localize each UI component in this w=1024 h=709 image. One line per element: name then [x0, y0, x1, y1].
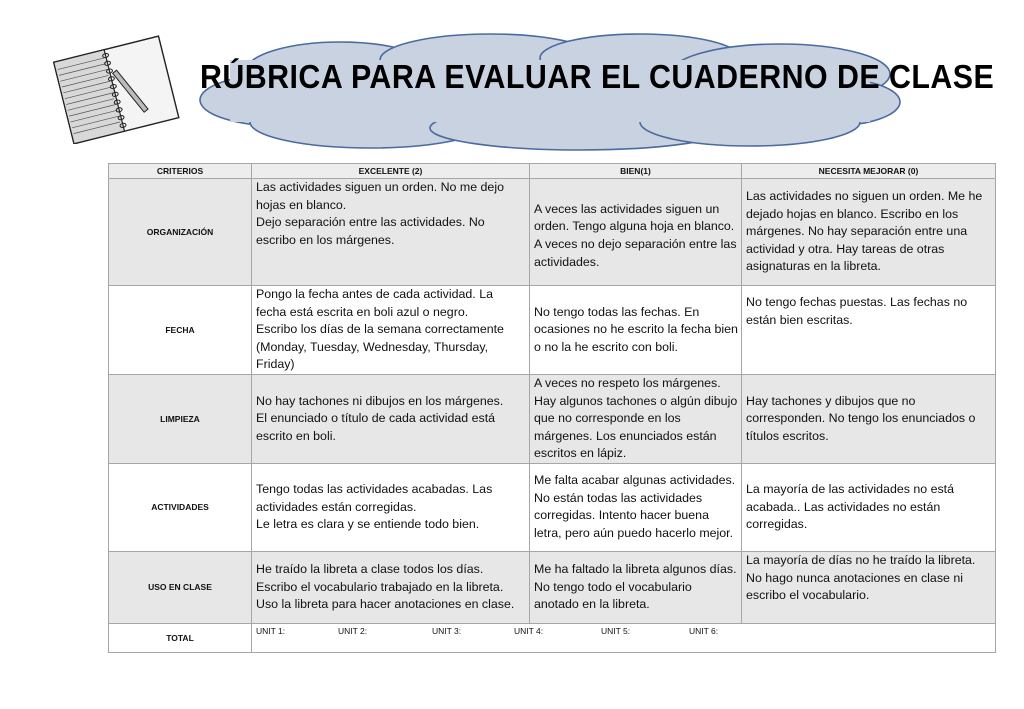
header-row	[109, 164, 996, 179]
unit-2-label: UNIT 2:	[338, 625, 368, 636]
mejorar-cell: Las actividades no siguen un orden. Me he dejado hojas en blanco. Escribo en los márgenes. No hay separación entre una actividad y otra. Hay tareas de otras asignaturas en la libreta.	[742, 179, 996, 286]
excelente-cell: Pongo la fecha antes de cada actividad. La fecha está escrita en boli azul o negro. Escribo los días de la semana correctamente (Monday, Tuesday, Wednesday, Thursday, Friday)	[252, 286, 530, 375]
table-row	[109, 286, 996, 375]
unit-1-label: UNIT 1:	[256, 625, 286, 636]
bien-cell: No tengo todas las fechas. En ocasiones no he escrito la fecha bien o no la he escrito con boli.	[530, 286, 742, 375]
notebook-with-pen-icon	[48, 34, 184, 144]
excelente-cell: Tengo todas las actividades acabadas. Las actividades están corregidas. Le letra es clara y se entiende todo bien.	[252, 463, 530, 551]
table-row	[109, 463, 996, 551]
units-cell[interactable]	[252, 623, 996, 652]
rubric-table	[108, 163, 996, 653]
excelente-cell: Las actividades siguen un orden. No me dejo hojas en blanco. Dejo separación entre las actividades. No escribo en los márgenes.	[252, 179, 530, 286]
table-row	[109, 374, 996, 463]
total-row	[109, 623, 996, 652]
criterion-label: LIMPIEZA	[109, 374, 252, 463]
criterion-label: FECHA	[109, 286, 252, 375]
mejorar-cell: No tengo fechas puestas. Las fechas no están bien escritas.	[742, 286, 996, 375]
unit-3-label: UNIT 3:	[432, 625, 462, 636]
bien-cell: Me ha faltado la libreta algunos días. No tengo todo el vocabulario anotado en la libreta.	[530, 551, 742, 623]
criterion-label: USO EN CLASE	[109, 551, 252, 623]
criterion-label: ORGANIZACIÓN	[109, 179, 252, 286]
table-row	[109, 551, 996, 623]
mejorar-cell: La mayoría de las actividades no está acabada.. Las actividades no están corregidas.	[742, 463, 996, 551]
unit-4-label: UNIT 4:	[514, 625, 544, 636]
header-bien: BIEN(1)	[530, 164, 742, 179]
total-label: TOTAL	[109, 623, 252, 652]
bien-cell: A veces no respeto los márgenes. Hay algunos tachones o algún dibujo que no corresponde en los márgenes. Los enunciados están escritos en lápiz.	[530, 374, 742, 463]
table-row	[109, 179, 996, 286]
header-excelente: EXCELENTE (2)	[252, 164, 530, 179]
criterion-label: ACTIVIDADES	[109, 463, 252, 551]
header-criterios: CRITERIOS	[109, 164, 252, 179]
excelente-cell: No hay tachones ni dibujos en los márgenes. El enunciado o título de cada actividad está escrito en boli.	[252, 374, 530, 463]
unit-5-label: UNIT 5:	[601, 625, 631, 636]
header-necesita-mejorar: NECESITA MEJORAR (0)	[742, 164, 996, 179]
page-title: RÚBRICA PARA EVALUAR EL CUADERNO DE CLASE	[200, 58, 995, 95]
mejorar-cell: La mayoría de días no he traído la libreta. No hago nunca anotaciones en clase ni escribo el vocabulario.	[742, 551, 996, 623]
bien-cell: A veces las actividades siguen un orden. Tengo alguna hoja en blanco. A veces no dejo separación entre las actividades.	[530, 179, 742, 286]
excelente-cell: He traído la libreta a clase todos los días. Escribo el vocabulario trabajado en la libreta. Uso la libreta para hacer anotaciones en clase.	[252, 551, 530, 623]
unit-6-label: UNIT 6:	[689, 625, 719, 636]
mejorar-cell: Hay tachones y dibujos que no corresponden. No tengo los enunciados o títulos escritos.	[742, 374, 996, 463]
bien-cell: Me falta acabar algunas actividades. No están todas las actividades corregidas. Intento hacer buena letra, pero aún puedo hacerlo mejor.	[530, 463, 742, 551]
